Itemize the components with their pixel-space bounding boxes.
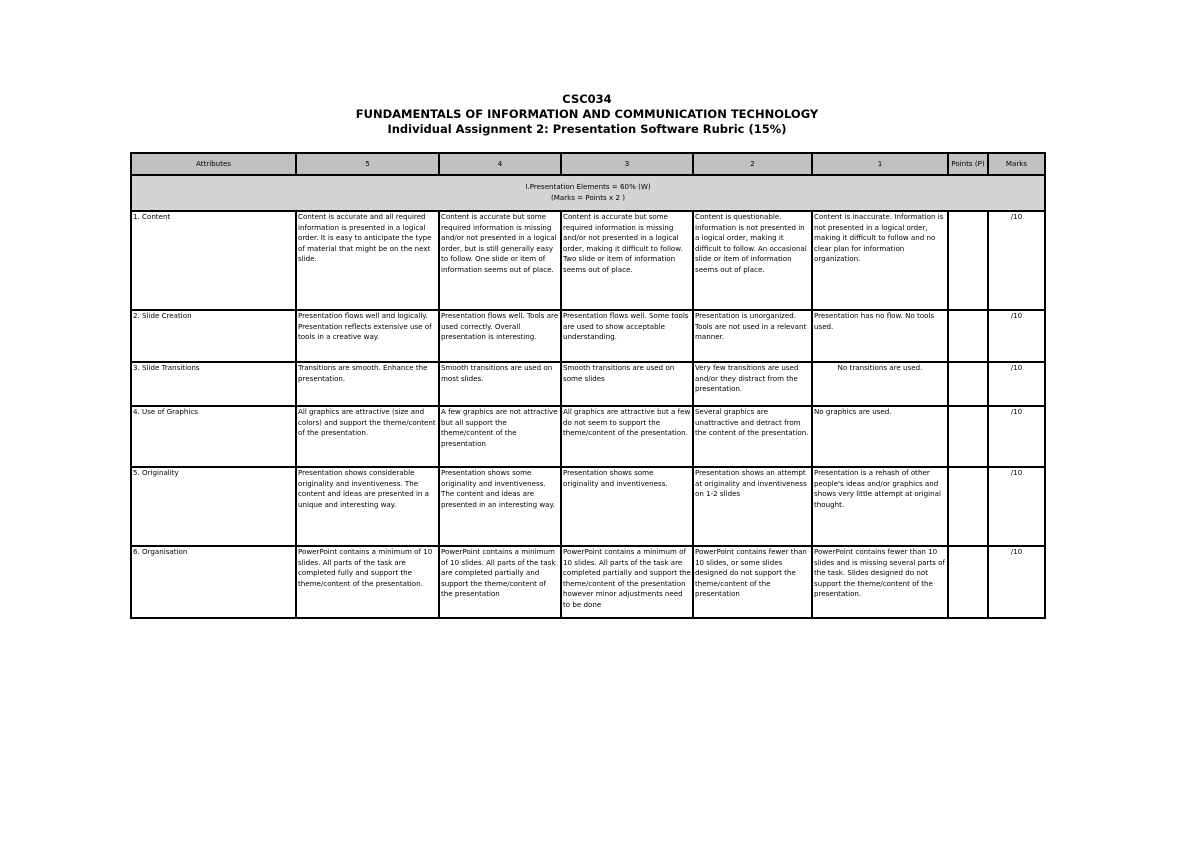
attribute-cell: 3. Slide Transitions (131, 362, 296, 406)
criteria-cell: PowerPoint contains a minimum of 10 slides. All parts of the task are completed partially and support the theme/content of the presentation (439, 546, 561, 618)
points-cell[interactable] (948, 467, 988, 546)
criteria-cell: Very few transitions are used and/or they distract from the presentation. (693, 362, 812, 406)
attribute-cell: 2. Slide Creation (131, 310, 296, 362)
section-row (131, 175, 1045, 211)
table-row (131, 310, 1045, 362)
criteria-cell: A few graphics are not attractive but all support the theme/content of the presentation (439, 406, 561, 467)
attribute-cell: 6. Organisation (131, 546, 296, 618)
attribute-cell: 1. Content (131, 211, 296, 310)
criteria-cell: Content is accurate and all required information is presented in a logical order. It is easy to anticipate the type of material that might be on the next slide. (296, 211, 439, 310)
col-header-score-4: 4 (439, 153, 561, 175)
section-formula: (Marks = Points x 2 ) (551, 193, 625, 202)
criteria-cell: Transitions are smooth. Enhance the presentation. (296, 362, 439, 406)
table-row (131, 546, 1045, 618)
col-header-score-2: 2 (693, 153, 812, 175)
col-header-points: Points (P) (948, 153, 988, 175)
criteria-cell: Several graphics are unattractive and detract from the content of the presentation. (693, 406, 812, 467)
marks-cell: /10 (988, 406, 1045, 467)
criteria-cell: PowerPoint contains a minimum of 10 slides. All parts of the task are completed fully and support the theme/content of the presentation. (296, 546, 439, 618)
criteria-cell: Content is accurate but some required information is missing and/or not presented in a logical order, making it difficult to follow. Two slide or item of information seems out of place. (561, 211, 693, 310)
document-header (0, 92, 1174, 137)
criteria-cell: Presentation shows considerable originality and inventiveness. The content and ideas are presented in a unique and interesting way. (296, 467, 439, 546)
criteria-cell: Content is questionable. Information is not presented in a logical order, making it difficult to follow. An occasional slide or item of information seems out of place. (693, 211, 812, 310)
col-header-score-3: 3 (561, 153, 693, 175)
criteria-cell: No graphics are used. (812, 406, 948, 467)
points-cell[interactable] (948, 310, 988, 362)
criteria-cell: PowerPoint contains fewer than 10 slides and is missing several parts of the task. Slides designed do not support the theme/content of the presentation. (812, 546, 948, 618)
points-cell[interactable] (948, 406, 988, 467)
col-header-marks: Marks (988, 153, 1045, 175)
col-header-attributes: Attributes (131, 153, 296, 175)
section-title: I.Presentation Elements = 60% (W) (525, 182, 651, 192)
criteria-cell: Content is inaccurate. Information is not presented in a logical order, making it difficult to follow and no clear plan for information organization. (812, 211, 948, 310)
course-code: CSC034 (562, 92, 612, 106)
attribute-cell: 4. Use of Graphics (131, 406, 296, 467)
points-cell[interactable] (948, 546, 988, 618)
marks-cell: /10 (988, 467, 1045, 546)
marks-cell: /10 (988, 362, 1045, 406)
col-header-score-5: 5 (296, 153, 439, 175)
criteria-cell: Presentation shows some originality and inventiveness. (561, 467, 693, 546)
criteria-cell: No transitions are used. (812, 362, 948, 406)
criteria-cell: Smooth transitions are used on some slides (561, 362, 693, 406)
criteria-cell: All graphics are attractive but a few do not seem to support the theme/content of the presentation. (561, 406, 693, 467)
criteria-cell: Presentation shows an attempt at originality and inventiveness on 1-2 slides (693, 467, 812, 546)
table-row (131, 467, 1045, 546)
col-header-score-1: 1 (812, 153, 948, 175)
section-heading (131, 175, 1045, 211)
course-title: FUNDAMENTALS OF INFORMATION AND COMMUNICATION TECHNOLOGY (355, 107, 819, 121)
criteria-cell: Presentation flows well and logically. Presentation reflects extensive use of tools in a creative way. (296, 310, 439, 362)
marks-cell: /10 (988, 310, 1045, 362)
criteria-cell: Smooth transitions are used on most slides. (439, 362, 561, 406)
criteria-cell: Presentation is a rehash of other people's ideas and/or graphics and shows very little attempt at original thought. (812, 467, 948, 546)
criteria-cell: Presentation flows well. Tools are used correctly. Overall presentation is interesting. (439, 310, 561, 362)
assignment-title: Individual Assignment 2: Presentation Software Rubric (15%) (387, 122, 787, 136)
criteria-cell: Content is accurate but some required information is missing and/or not presented in a logical order, but is still generally easy to follow. One slide or item of information seems out of place. (439, 211, 561, 310)
criteria-cell: Presentation shows some originality and inventiveness. The content and ideas are presented in an interesting way. (439, 467, 561, 546)
points-cell[interactable] (948, 362, 988, 406)
table-row (131, 406, 1045, 467)
points-cell[interactable] (948, 211, 988, 310)
criteria-cell: Presentation is unorganized. Tools are not used in a relevant manner. (693, 310, 812, 362)
criteria-cell: All graphics are attractive (size and colors) and support the theme/content of the presentation. (296, 406, 439, 467)
criteria-cell: PowerPoint contains a minimum of 10 slides. All parts of the task are completed partially and support the theme/content of the presentation however minor adjustments need to be done (561, 546, 693, 618)
marks-cell: /10 (988, 211, 1045, 310)
criteria-cell: Presentation has no flow. No tools used. (812, 310, 948, 362)
attribute-cell: 5. Originality (131, 467, 296, 546)
table-row (131, 362, 1045, 406)
rubric-table (130, 152, 1046, 619)
criteria-cell: Presentation flows well. Some tools are used to show acceptable understanding. (561, 310, 693, 362)
marks-cell: /10 (988, 546, 1045, 618)
criteria-cell: PowerPoint contains fewer than 10 slides, or some slides designed do not support the theme/content of the presentation (693, 546, 812, 618)
table-row (131, 211, 1045, 310)
header-row (131, 153, 1045, 175)
